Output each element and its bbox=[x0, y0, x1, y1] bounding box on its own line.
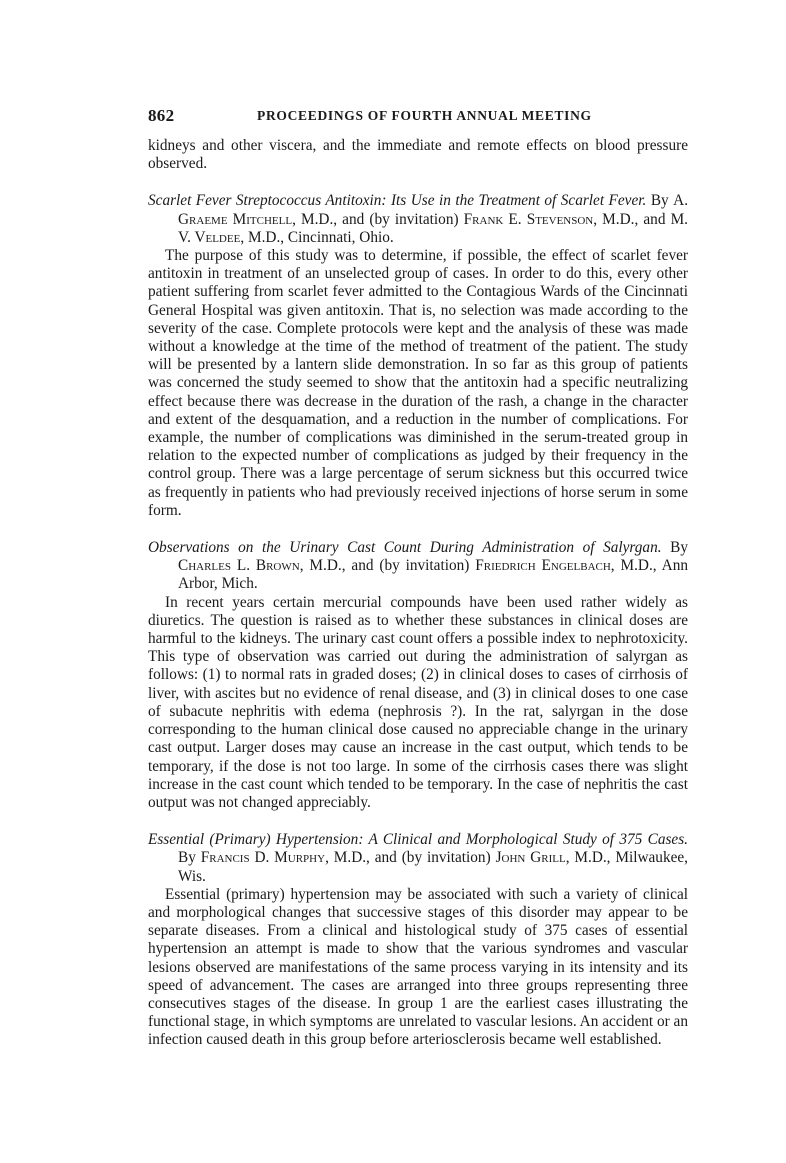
author-credentials: , M.D., and (by invitation) bbox=[292, 210, 459, 228]
author-name: Francis D. Murphy bbox=[200, 849, 326, 867]
by-label: By bbox=[178, 849, 196, 867]
entry-title: Essential (Primary) Hypertension: A Clinical and Morphological Study of 375 Cases. bbox=[148, 831, 688, 849]
abstract-entry-salyrgan bbox=[148, 539, 688, 812]
author-credentials: , M.D., and (by invitation) bbox=[299, 557, 470, 575]
author-location: , M.D., Milwaukee, Wis. bbox=[178, 849, 689, 885]
abstract-entry-hypertension bbox=[148, 831, 688, 1049]
author-credentials: , M.D., and bbox=[593, 210, 666, 228]
author-name: M. V. Veldee bbox=[178, 210, 689, 246]
entry-heading bbox=[148, 192, 688, 247]
author-name: A. Graeme Mitchell bbox=[178, 192, 689, 228]
running-head bbox=[148, 106, 688, 128]
entry-title: Scarlet Fever Streptococcus Antitoxin: Its Use in the Treatment of Scarlet Fever. bbox=[148, 192, 647, 210]
by-label: By bbox=[650, 192, 669, 210]
entry-heading bbox=[148, 831, 688, 886]
author-name: Friedrich Engelbach bbox=[475, 557, 611, 575]
abstract-text: In recent years certain mercurial compounds have been used rather widely as diuretics. The question is raised as to whether these substances in clinical doses are harmful to the kidneys. The urinary cast count offers a possible index to nephrotoxicity. This type of observation was carried out during the administration of salyrgan as follows: (1) to normal rats in graded doses; (2) in clinical doses to cases of cirrhosis of liver, with ascites but no evidence of renal disease, and (3) in clinical doses to one case of subacute nephritis with edema (nephrosis ?). In the rat, salyrgan in the dose corresponding to the human clinical dose caused no appreciable change in the urinary cast output. Larger doses may cause an increase in the cast output, which tends to be temporary, if the dose is not too large. In some of the cirrhosis cases there was slight increase in the cast count which tended to be temporary. In the case of nephritis the cast output was not changed appreciably. bbox=[148, 593, 688, 811]
abstract-entry-scarlet-fever bbox=[148, 192, 688, 520]
continuation-paragraph: kidneys and other viscera, and the immediate and remote effects on blood pressure observed. bbox=[148, 137, 688, 173]
by-label: By bbox=[670, 539, 688, 557]
author-location: , M.D., Ann Arbor, Mich. bbox=[178, 557, 688, 593]
author-location: , M.D., Cincinnati, Ohio. bbox=[240, 228, 394, 246]
author-name: Charles L. Brown bbox=[178, 557, 300, 575]
author-credentials: , M.D., and (by invitation) bbox=[325, 849, 491, 867]
abstract-text: Essential (primary) hypertension may be associated with such a variety of clinical and morphological changes that successive stages of this disorder may appear to be separate diseases. From a clinical and histological study of 375 cases of essential hypertension an attempt is made to show that the various syndromes and vascular lesions observed are manifestations of the same process varying in its intensity and its speed of advancement. The cases are arranged into three groups representing three consecutives stages of the disease. In group 1 are the earliest cases illustrating the functional stage, in which symptoms are unrelated to vascular lesions. An accident or an infection caused death in this group before arteriosclerosis became well established. bbox=[148, 885, 688, 1049]
entry-title: Observations on the Urinary Cast Count During Administration of Salyrgan. bbox=[148, 539, 662, 557]
author-name: Frank E. Stevenson bbox=[463, 210, 594, 228]
abstract-text: The purpose of this study was to determine, if possible, the effect of scarlet fever antitoxin in treatment of an unselected group of cases. In order to do this, every other patient suffering from scarlet fever admitted to the Contagious Wards of the Cincinnati General Hospital was given antitoxin. That is, no selection was made according to the severity of the case. Complete protocols were kept and the analysis of these was made without a knowledge at the time of the method of treatment of the patient. The study will be presented by a lantern slide demonstration. In so far as this group of patients was concerned the study seemed to show that the antitoxin had a specific neutralizing effect because there was decrease in the duration of the rash, a change in the character and extent of the desquamation, and a reduction in the number of complications. For example, the number of complications was diminished in the serum-treated group in relation to the expected number of complications as judged by their frequency in the control group. There was a large percentage of serum sickness but this occurred twice as frequently in patients who had previously received injections of horse serum in some form. bbox=[148, 247, 688, 519]
page-number: 862 bbox=[148, 106, 175, 125]
journal-title: PROCEEDINGS OF FOURTH ANNUAL MEETING bbox=[257, 108, 592, 123]
entry-heading bbox=[148, 539, 688, 594]
body-text bbox=[148, 137, 688, 1050]
author-name: John Grill bbox=[495, 849, 566, 867]
